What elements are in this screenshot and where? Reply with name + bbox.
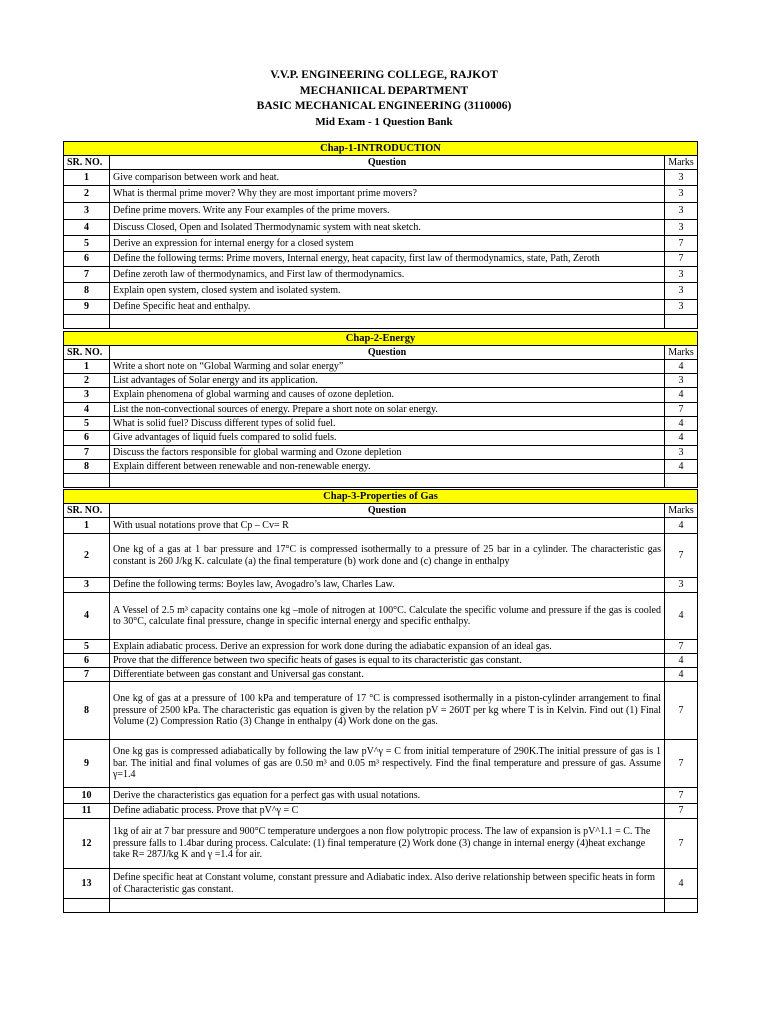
course-title: BASIC MECHANICAL ENGINEERING (3110006) — [256, 100, 512, 112]
chapter-title: Chap-1-INTRODUCTION — [64, 142, 698, 156]
table-row: 4 List the non-convectional sources of energy. Prepare a short note on solar energy. 7 — [64, 403, 698, 417]
table-row: 4 A Vessel of 2.5 m³ capacity contains one kg –mole of nitrogen at 100°C. Calculate the specific volume and pressure if the gas is cooled to 30°C, calculate final pressure, change in specific internal energy and specific enthalpy. 4 — [64, 593, 698, 640]
table-row: 7 Define zeroth law of thermodynamics, and First law of thermodynamics. 3 — [64, 267, 698, 283]
table-row: 9 Define Specific heat and enthalpy. 3 — [64, 300, 698, 315]
table-row: 7 Discuss the factors responsible for global warming and Ozone depletion 3 — [64, 446, 698, 460]
table-row: 13 Define specific heat at Constant volume, constant pressure and Adiabatic index. Also derive relationship between specific heats in form of Characteristic gas constant. 4 — [64, 869, 698, 899]
table-row: 2 One kg of a gas at 1 bar pressure and 17°C is compressed isothermally to a pressure of 25 bar in a cylinder. The characteristic gas constant is 260 J/kg K. calculate (a) the final temperature (b) work done and (c) change in enthalpy 7 — [64, 534, 698, 578]
sr-no-header: SR. NO. — [64, 346, 110, 360]
table-row: 8 Explain open system, closed system and isolated system. 3 — [64, 283, 698, 300]
table-row: 1 Give comparison between work and heat. 3 — [64, 170, 698, 186]
table-row: 3 Define the following terms: Boyles law, Avogadro’s law, Charles Law. 3 — [64, 578, 698, 593]
table-row: 1 Write a short note on “Global Warming and solar energy” 4 — [64, 360, 698, 374]
sr-no-header: SR. NO. — [64, 156, 110, 170]
table-row: 12 1kg of air at 7 bar pressure and 900°C temperature undergoes a non flow polytropic process. The law of expansion is pV^1.1 = C. The pressure falls to 1.4bar during process. Calculate: (1) final temperature (2) Work done (3) change in internal energy (4)heat exchange take R= 287J/kg K and γ =1.4 for air. 7 — [64, 819, 698, 869]
chapter-title: Chap-2-Energy — [64, 332, 698, 346]
department-name: MECHANIICAL DEPARTMENT — [299, 84, 469, 97]
question-header: Question — [110, 346, 665, 360]
blank-row — [64, 899, 698, 913]
table-row: 4 Discuss Closed, Open and Isolated Thermodynamic system with neat sketch. 3 — [64, 220, 698, 236]
table-row: 10 Derive the characteristics gas equation for a perfect gas with usual notations. 7 — [64, 788, 698, 804]
chapter-3-table — [63, 489, 698, 913]
table-row: 3 Explain phenomena of global warming and causes of ozone depletion. 4 — [64, 388, 698, 403]
table-row: 7 Differentiate between gas constant and Universal gas constant. 4 — [64, 668, 698, 682]
table-row: 5 Derive an expression for internal energy for a closed system 7 — [64, 236, 698, 252]
exam-title: Mid Exam - 1 Question Bank — [315, 115, 453, 128]
sr-no-header: SR. NO. — [64, 504, 110, 518]
blank-row — [64, 474, 698, 488]
table-row: 6 Define the following terms: Prime movers, Internal energy, heat capacity, first law of thermodynamics, state, Path, Zeroth 7 — [64, 252, 698, 267]
marks-header: Marks — [664, 504, 697, 518]
question-header: Question — [110, 156, 665, 170]
table-row: 8 One kg of gas at a pressure of 100 kPa and temperature of 17 °C is compressed isothermally in a piston-cylinder arrangement to final pressure of 2500 kPa. The characteristic gas equation is given by the relation pV = 260T per kg where T is in Kelvin. Find out (1) Final Volume (2) Compression Ratio (3) Change in enthalpy (4) Work done on the gas. 7 — [64, 682, 698, 740]
table-row: 5 Explain adiabatic process. Derive an expression for work done during the adiabatic expansion of an ideal gas. 7 — [64, 640, 698, 654]
table-row: 6 Give advantages of liquid fuels compared to solid fuels. 4 — [64, 431, 698, 446]
table-row: 2 List advantages of Solar energy and its application. 3 — [64, 374, 698, 388]
question-header: Question — [110, 504, 665, 518]
table-row: 6 Prove that the difference between two specific heats of gases is equal to its characteristic gas constant. 4 — [64, 654, 698, 668]
document-header — [0, 68, 768, 130]
marks-header: Marks — [664, 346, 697, 360]
table-row: 8 Explain different between renewable and non-renewable energy. 4 — [64, 460, 698, 474]
table-row: 1 With usual notations prove that Cp – Cv= R 4 — [64, 518, 698, 534]
chapter-2-table — [63, 331, 698, 488]
blank-row — [64, 315, 698, 329]
table-row: 11 Define adiabatic process. Prove that pV^γ = C 7 — [64, 804, 698, 819]
table-row: 5 What is solid fuel? Discuss different types of solid fuel. 4 — [64, 417, 698, 431]
table-row: 3 Define prime movers. Write any Four examples of the prime movers. 3 — [64, 203, 698, 220]
chapter-1-table — [63, 141, 698, 329]
table-row: 2 What is thermal prime mover? Why they are most important prime movers? 3 — [64, 186, 698, 203]
chapter-title: Chap-3-Properties of Gas — [64, 490, 698, 504]
marks-header: Marks — [664, 156, 697, 170]
college-name: V.V.P. ENGINEERING COLLEGE, RAJKOT — [270, 69, 498, 81]
table-row: 9 One kg gas is compressed adiabatically by following the law pV^γ = C from initial temperature of 290K.The initial pressure of gas is 1 bar. The initial and final volumes of gas are 0.50 m³ and 0.05 m³ respectively. Find the final temperature and pressure of gas. Assume γ=1.4 7 — [64, 740, 698, 788]
